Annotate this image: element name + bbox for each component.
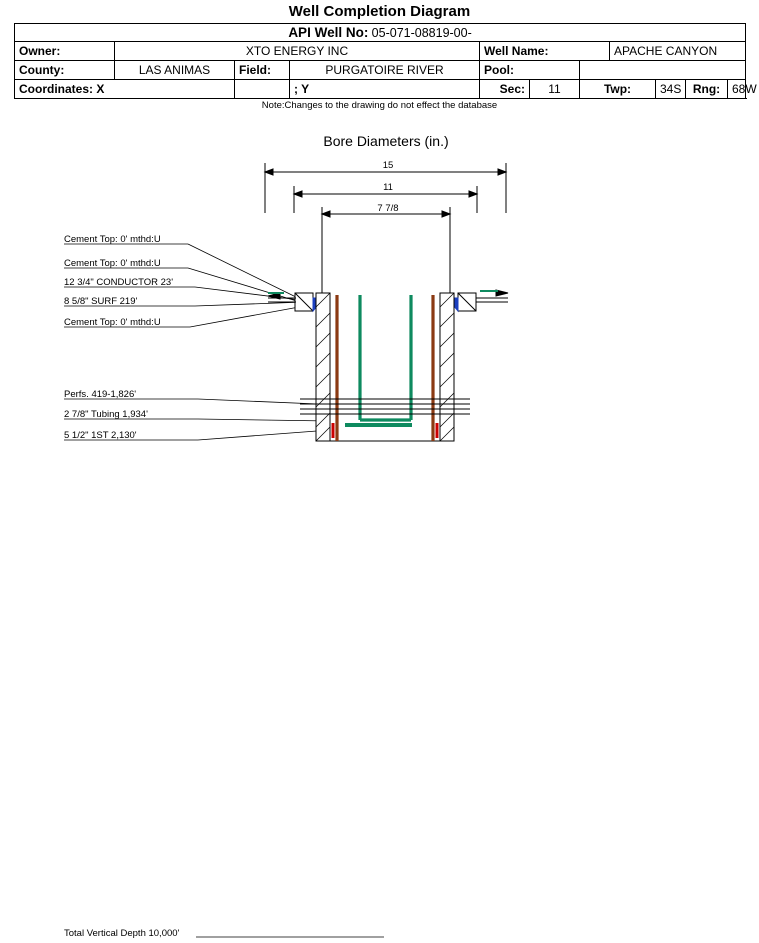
well-name-value: APACHE CANYON [610,42,746,61]
drawing-note: Note:Changes to the drawing do not effect the database [261,100,498,111]
tubing-string [360,295,411,420]
annotation-leader-lines [64,244,384,937]
rng-value: 68W [728,80,746,99]
annotation-cement-top-2: Cement Top: 0' mthd:U [64,258,161,269]
field-label: Field: [235,61,290,80]
api-value: 05-071-08819-00- [371,26,472,40]
owner-value: XTO ENERGY INC [115,42,480,61]
owner-label: Owner: [15,42,115,61]
well-name-label: Well Name: [480,42,610,61]
bore-diameters-title: Bore Diameters (in.) [323,133,449,149]
bore-dimension-label-11: 11 [355,182,421,193]
perforation-marks [333,423,437,438]
field-value: PURGATOIRE RIVER [290,61,480,80]
coordinates-y-label: ; Y [290,80,480,99]
twp-value: 34S [656,80,686,99]
bore-dimension-label-15: 15 [355,160,421,171]
annotation-cement-top-3: Cement Top: 0' mthd:U [64,317,161,328]
county-value: LAS ANIMAS [115,61,235,80]
bore-dimension-label-778: 7 7/8 [355,203,421,214]
perforation-bands [300,399,470,414]
dimension-line-15 [265,163,506,213]
api-cell [15,24,746,42]
annotation-production-casing: 5 1/2" 1ST 2,130' [64,430,137,441]
rng-label: Rng: [686,80,728,99]
sec-value: 11 [530,80,580,99]
header-row-owner [15,42,746,61]
annotation-cement-top-1: Cement Top: 0' mthd:U [64,234,161,245]
api-label: API Well No: [288,25,369,40]
sec-label: Sec: [480,80,530,99]
header-row-api [15,24,746,42]
well-header-table [14,23,757,99]
dimension-line-7-7-8 [322,207,450,300]
dimension-line-11 [294,186,477,213]
annotation-surface-casing: 8 5/8" SURF 219' [64,296,138,307]
annotation-total-vertical-depth: Total Vertical Depth 10,000' [64,928,180,939]
header-row-coordinates [15,80,746,99]
twp-label: Twp: [580,80,656,99]
county-label: County: [15,61,115,80]
pool-label: Pool: [480,61,580,80]
coordinates-x-value [235,80,290,99]
header-row-county [15,61,746,80]
coordinates-label: Coordinates: X [15,80,235,99]
casing-walls [316,293,454,441]
annotation-tubing: 2 7/8" Tubing 1,934' [64,409,148,420]
page-title: Well Completion Diagram [288,3,471,20]
pool-value [580,61,746,80]
wellhead-surface [268,290,508,311]
annotation-perforations: Perfs. 419-1,826' [64,389,137,400]
production-casing [337,295,433,441]
annotation-conductor: 12 3/4" CONDUCTOR 23' [64,277,174,288]
